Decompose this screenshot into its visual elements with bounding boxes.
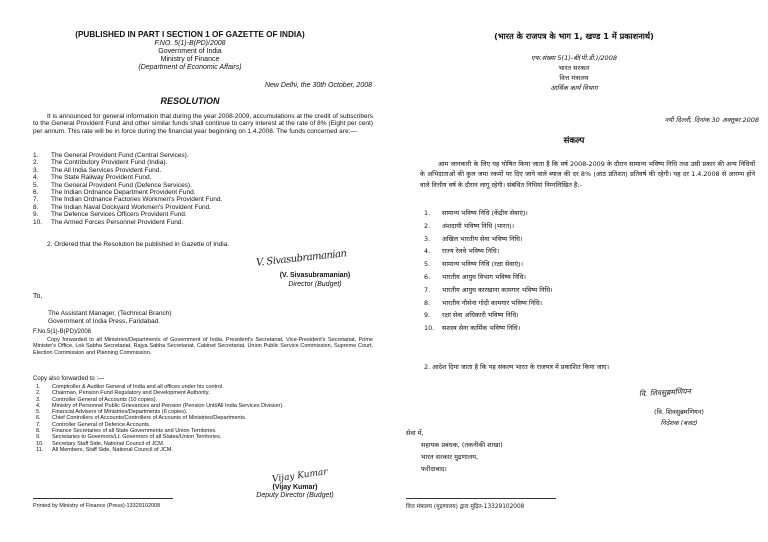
list-item: 8. The Indian Naval Dockyard Workmen's Provident Fund. <box>33 203 212 211</box>
resolution-title: संकल्प <box>563 136 585 146</box>
signature-mark: Vijay Kumar <box>271 467 329 485</box>
government-line: भारत सरकार <box>558 64 590 72</box>
divider <box>406 498 556 499</box>
list-item: 6. Chief Controllers of Accounts/Controllers of Accounts of Ministries/Departments. <box>36 415 247 422</box>
list-item: 8. Finance Secretaries of all State Governments and Union Territories. <box>36 428 217 435</box>
list-item: 3. The All India Services Provident Fund. <box>33 166 162 174</box>
list-item: 5. सामान्य भविष्य निधि (रक्षा सेवाएं)। <box>424 260 523 269</box>
signatory-name: (V. Sivasubramanian) <box>279 272 351 279</box>
list-item: 1. सामान्य भविष्य निधि (केंद्रीय सेवाएं)। <box>424 209 528 217</box>
signatory-name: (Vijay Kumar) <box>272 484 318 491</box>
list-item: 9. Secretaries to Governors/Lt. Governors of all States/Union Territories. <box>36 434 222 441</box>
list-item: 2. अंशदायी भविष्य निधि (भारत)। <box>424 221 515 230</box>
publication-heading: (PUBLISHED IN PART I SECTION 1 OF GAZETTE OF INDIA) <box>75 30 305 39</box>
order-paragraph: 2. आदेश दिया जाता है कि यह संकल्प भारत के राजपत्र में प्रकाशित किया जाए। <box>424 363 609 371</box>
copy-forwarded-paragraph: Copy forwarded to all Ministries/Departments of Government of India, President's Secretariat, Vice-President's Secretariat, Prime Minister's Office, Lok Sabha Secretariat, Rajya Sabha Secretariat, Cabinet Secretariat, Union Public Service Commission, Supreme Court, Election Commission and Planning Commission. <box>33 337 373 356</box>
list-item: 3. अखिल भारतीय सेवा भविष्य निधि। <box>424 234 523 243</box>
copy-list <box>36 384 366 453</box>
address-line-2: Government of India Press, Faridabad. <box>48 318 161 325</box>
list-item: 6. The Indian Ordnance Department Provident Fund. <box>33 189 196 197</box>
list-item: 7. भारतीय आयुध कारखाना कामगार भविष्य निधि। <box>424 285 553 294</box>
ministry-line: Ministry of Finance <box>160 56 220 63</box>
copy-also-label: Copy also forwarded to :— <box>33 376 105 382</box>
list-item: 5. Financial Advisers of Ministries/Departments (6 copies). <box>36 409 188 416</box>
list-item: 10. सशस्त्र सेना कार्मिक भविष्य निधि। <box>424 324 521 333</box>
address-line-3: फरीदाबाद। <box>421 465 447 473</box>
date-line: New Delhi, the 30th October, 2008 <box>264 82 372 89</box>
order-paragraph: 2. Ordered that the Resolution be published in Gazette of India. <box>47 241 230 248</box>
signatory-title: निदेशक (बजट) <box>660 419 698 427</box>
signatory-title: Director (Budget) <box>288 281 342 288</box>
to-label: To, <box>33 293 43 300</box>
list-item: 2. Chairman, Pension Fund Regulatory and Development Authority. <box>36 390 210 397</box>
divider <box>33 498 173 499</box>
signatory-title: Deputy Director (Budget) <box>256 492 334 499</box>
list-item: 10. Secretary Staff Side, National Council of JCM. <box>36 440 165 447</box>
date-line: नयी दिल्ली, दिनांक 30 अक्तूबर 2008 <box>664 116 759 124</box>
list-item: 9. रक्षा सेवा अधिकारी भविष्य निधि। <box>424 311 519 320</box>
signature-mark: वि. शिवसुब्रमणियन <box>638 386 691 399</box>
list-item: 8. भारतीय नौसेना गोदी कामगार भविष्य निधि। <box>424 298 543 307</box>
to-label: सेवा में, <box>406 429 424 437</box>
address-line-2: भारत सरकार मुद्रणालय, <box>421 453 479 461</box>
list-item: 6. भारतीय आयुध विभाग भविष्य निधि। <box>424 272 526 281</box>
list-item: 10. The Armed Forces Personnel Provident Fund. <box>33 218 184 226</box>
file-number: एफ.संख्या 5(1)-बी(पी.डी.)/2008 <box>531 54 617 62</box>
list-item: 9. The Defence Services Officers Provident Fund. <box>33 211 187 219</box>
department-line: आर्थिक कार्य विभाग <box>550 84 598 92</box>
resolution-paragraph: आम जानकारी के लिए यह घोषित किया जाता है कि वर्ष 2008-2009 के दौरान सामान्य भविष्य निधि तथा उसी प्रकार की अन्य निधियों के अभिदाताओं की कुल जमा रकमों पर दिए जाने वाले ब्याज की दर 8% (आठ प्रतिशत) प्रतिवर्ष की रहेगी। यह दर 1.4.2008 से आरम्भ होने वाले वित्तीय वर्ष के दौरान लागू रहेगी। संबंधित निधियां निम्नलिखित है:- <box>420 160 755 189</box>
resolution-title: RESOLUTION <box>160 96 220 106</box>
list-item: 1. Comptroller & Auditor General of India and all offices under his control. <box>36 384 224 390</box>
list-item: 1. The General Provident Fund (Central Services). <box>33 152 189 159</box>
list-item: 5. The General Provident Fund (Defence Services). <box>33 181 192 189</box>
funds-list <box>424 207 724 335</box>
publication-heading: (भारत के राजपत्र के भाग 1, खण्ड 1 में प्रकाशनार्थ) <box>494 31 654 41</box>
ministry-line: वित्त मंत्रालय <box>559 74 589 82</box>
list-item: 4. राज्य रेलवे भविष्य निधि। <box>424 247 500 256</box>
list-item: 4. Ministry of Personnel Public Grievances and Pension (Pension Unit/All India Services Division). <box>36 402 284 409</box>
file-number-2: F.No.5(1)-B(PD)/2008 <box>33 329 92 335</box>
file-number: F.NO. 5(1)-B(PD)/2008 <box>154 40 226 47</box>
list-item: 4. The State Railway Provident Fund. <box>33 174 152 182</box>
signatory-name: (वि. शिवसुब्रमणियन) <box>654 408 704 416</box>
address-line-1: The Assistant Manager, (Technical Branch) <box>48 310 172 317</box>
funds-list <box>33 152 333 226</box>
list-item: 3. Controller General of Accounts (10 copies). <box>36 396 158 403</box>
list-item: 2. The Contributory Provident Fund (India). <box>33 159 168 167</box>
government-line: Government of India <box>158 48 222 55</box>
list-item: 7. Controller General of Defence Accounts. <box>36 421 151 428</box>
department-line: (Department of Economic Affairs) <box>138 64 242 71</box>
printed-by: वित्त मंत्रालय (मुद्रणालय) द्वारा मुद्रित-13329102008 <box>406 504 525 510</box>
resolution-paragraph: It is announced for general information that during the year 2008-2009, accumulations at the credit of subscribers to the General Provident Fund and other similar funds shall continue to carry interest at the rate of 8% (Eight per cent) per annum. This rate will be in force during the financial year beginning on 1.4.2008. The funds concerned are:— <box>33 113 373 135</box>
list-item: 7. The Indian Ordnance Factories Workmen's Provident Fund. <box>33 196 223 204</box>
printed-by: Printed by Ministry of Finance (Press)-13329102008 <box>33 503 161 509</box>
address-line-1: सहायक प्रबंधक, (तकनीकी शाखा) <box>421 441 503 449</box>
list-item: 11. All Members, Staff Side, National Council of JCM. <box>36 446 173 453</box>
signature-mark: V. Sivasubramanian <box>255 248 348 269</box>
